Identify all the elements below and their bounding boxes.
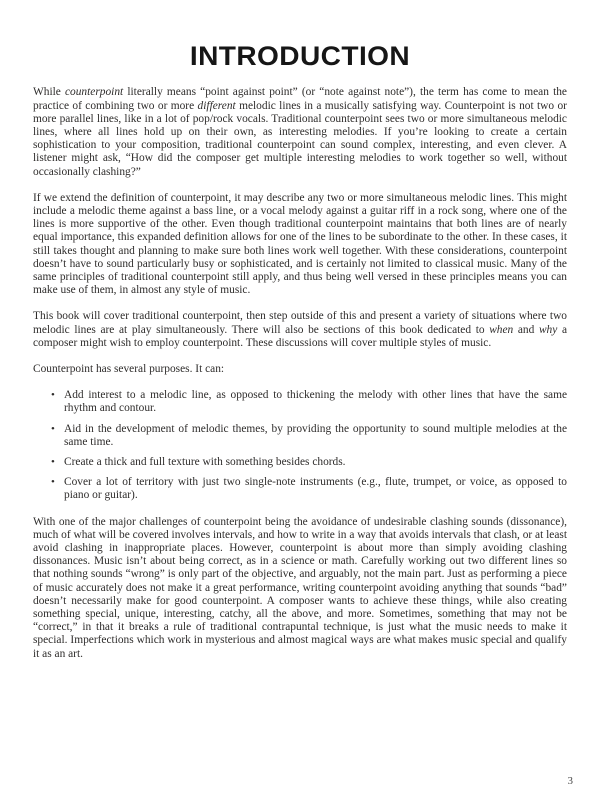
text-run: melodic lines in a musically satisfying way. Counterpoint is not two or more parallel lines, like in a lot of pop/rock vocals. Traditional counterpoint sees two or more simultaneous melodic lines, where all lines hold up on their own, as interesting melodies. If you’re looking to create a certain sophistication to your composition, traditional counterpoint can sound complex, interesting, and even clever. A listener might ask, “How did the composer get multiple interesting melodies to work together so well, without occasionally clashing?” (33, 99, 567, 178)
paragraph (33, 516, 567, 661)
text-run: Counterpoint has several purposes. It can: (33, 363, 225, 375)
text-run: This book will cover traditional counterpoint, then step outside of this and present a variety of situations where two melodic lines are at play simultaneously. There will also be sections of this book dedicated to (33, 310, 567, 336)
text-run: With one of the major challenges of counterpoint being the avoidance of undesirable clashing sounds (dissonance), much of what will be covered involves intervals, and how to write in a way that avoids intervals that clash, or at least avoid clashing in inappropriate places. However, counterpoint is about more than simply avoiding clashing dissonances. Music isn’t about being correct, as in a science or math. Carefully working out two different lines so that nothing sounds “wrong” is only part of the objective, and arguably, not the main part. Just as performing a piece of music accurately does not make it a great performance, writing counterpoint avoiding anything that sounds “bad” doesn’t necessarily make for good counterpoint. A composer wants to achieve these things, while also creating something special, unique, interesting, catchy, all the above, and more. Sometimes, something that may not be “correct,” in that it breaks a rule of traditional contrapuntal technique, is just what the music needs to make it special. Imperfections which work in mysterious and almost magical ways are what makes music special and qualify it as an art. (33, 515, 567, 660)
italic-text-run: why (538, 323, 558, 336)
text-run: and (513, 323, 539, 336)
italic-text-run: different (197, 99, 236, 112)
bullet-list (33, 389, 567, 502)
text-run: While (33, 86, 65, 99)
paragraph (33, 86, 567, 178)
italic-text-run: when (489, 323, 514, 336)
content-area (33, 86, 567, 661)
paragraph (33, 363, 567, 376)
bullet-item: • Add interest to a melodic line, as opposed to thickening the melody with other lines that have the same rhythm and contour. (64, 389, 567, 415)
text-run: If we extend the definition of counterpoint, it may describe any two or more simultaneous melodic lines. This might include a melodic theme against a bass line, or a vocal melody against a guitar riff in a rock song, where one of the lines is more supportive of the other. Even though traditional counterpoint maintains that both lines are of nearly equal importance, this expanded definition allows for one of the lines to be subordinate to the other. In these cases, it still takes thought and planning to make sure both lines work well together. With these considerations, counterpoint doesn’t have to sound particularly busy or sophisticated, and is certainly not limited to classical music. Many of the same principles of traditional counterpoint still apply, and thus being well versed in these principles means you can make use of them, in almost any style of music. (33, 191, 567, 297)
text-run: a composer might wish to employ counterpoint. These discussions will cover multiple styles of music. (33, 323, 567, 349)
page-number: 3 (567, 775, 573, 787)
bullet-item: • Aid in the development of melodic themes, by providing the opportunity to sound multiple melodies at the same time. (64, 423, 567, 449)
paragraph (33, 310, 567, 350)
bullet-item: • Create a thick and full texture with something besides chords. (64, 456, 567, 469)
text-run: literally means “point against point” (or “note against note”), the term has come to mean the practice of combining two or more (33, 86, 567, 112)
page-title: INTRODUCTION (189, 41, 411, 71)
paragraph (33, 192, 567, 298)
bullet-item: • Cover a lot of territory with just two single-note instruments (e.g., flute, trumpet, or voice, as opposed to piano or guitar). (64, 476, 567, 502)
italic-text-run: counterpoint (64, 86, 124, 99)
